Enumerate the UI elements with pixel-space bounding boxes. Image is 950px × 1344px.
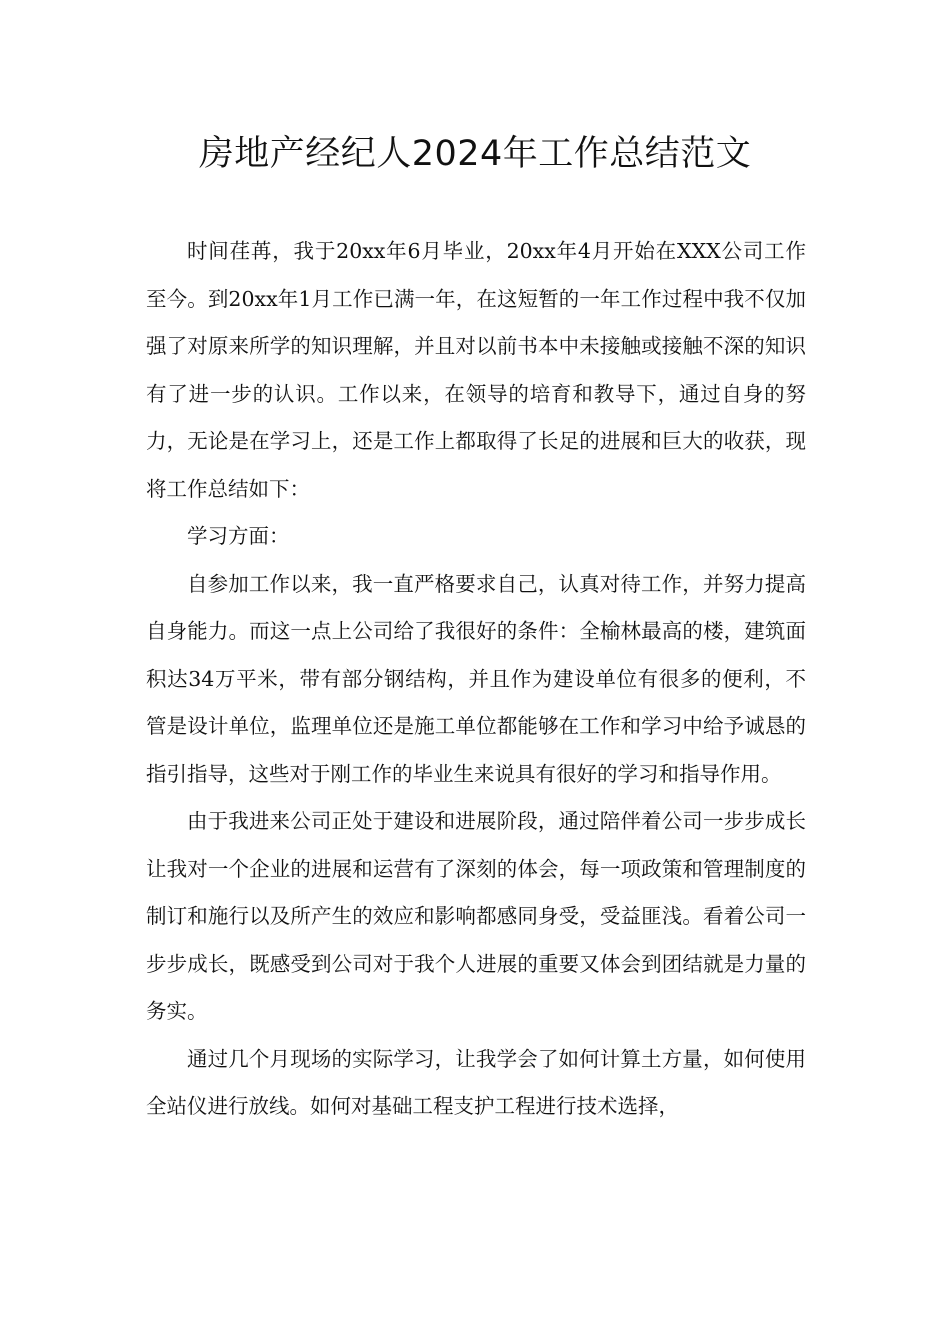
document-title: 房地产经纪人2024年工作总结范文 (198, 134, 752, 174)
document-body (146, 228, 806, 1131)
paragraph-site-learning: 通过几个月现场的实际学习，让我学会了如何计算土方量，如何使用全站仪进行放线。如何对基础工程支护工程进行技术选择， (146, 1046, 806, 1118)
paragraph-company-growth: 由于我进来公司正处于建设和进展阶段，通过陪伴着公司一步步成长让我对一个企业的进展和运营有了深刻的体会，每一项政策和管理制度的制订和施行以及所产生的效应和影响都感同身受，受益匪浅。看着公司一步步成长，既感受到公司对于我个人进展的重要又体会到团结就是力量的务实。 (146, 809, 806, 1023)
section-heading-study: 学习方面： (187, 524, 290, 548)
paragraph-intro: 时间荏苒，我于20xx年6月毕业，20xx年4月开始在XXX公司工作至今。到20xx年1月工作已满一年，在这短暂的一年工作过程中我不仅加强了对原来所学的知识理解，并且对以前书本中未接触或接触不深的知识有了进一步的认识。工作以来，在领导的培育和教导下，通过自身的努力，无论是在学习上，还是工作上都取得了长足的进展和巨大的收获，现将工作总结如下： (146, 239, 806, 501)
paragraph-study-conditions: 自参加工作以来，我一直严格要求自己，认真对待工作，并努力提高自身能力。而这一点上公司给了我很好的条件：全榆林最高的楼，建筑面积达34万平米，带有部分钢结构，并且作为建设单位有很多的便利，不管是设计单位，监理单位还是施工单位都能够在工作和学习中给予诚恳的指引指导，这些对于刚工作的毕业生来说具有很好的学习和指导作用。 (146, 571, 806, 786)
